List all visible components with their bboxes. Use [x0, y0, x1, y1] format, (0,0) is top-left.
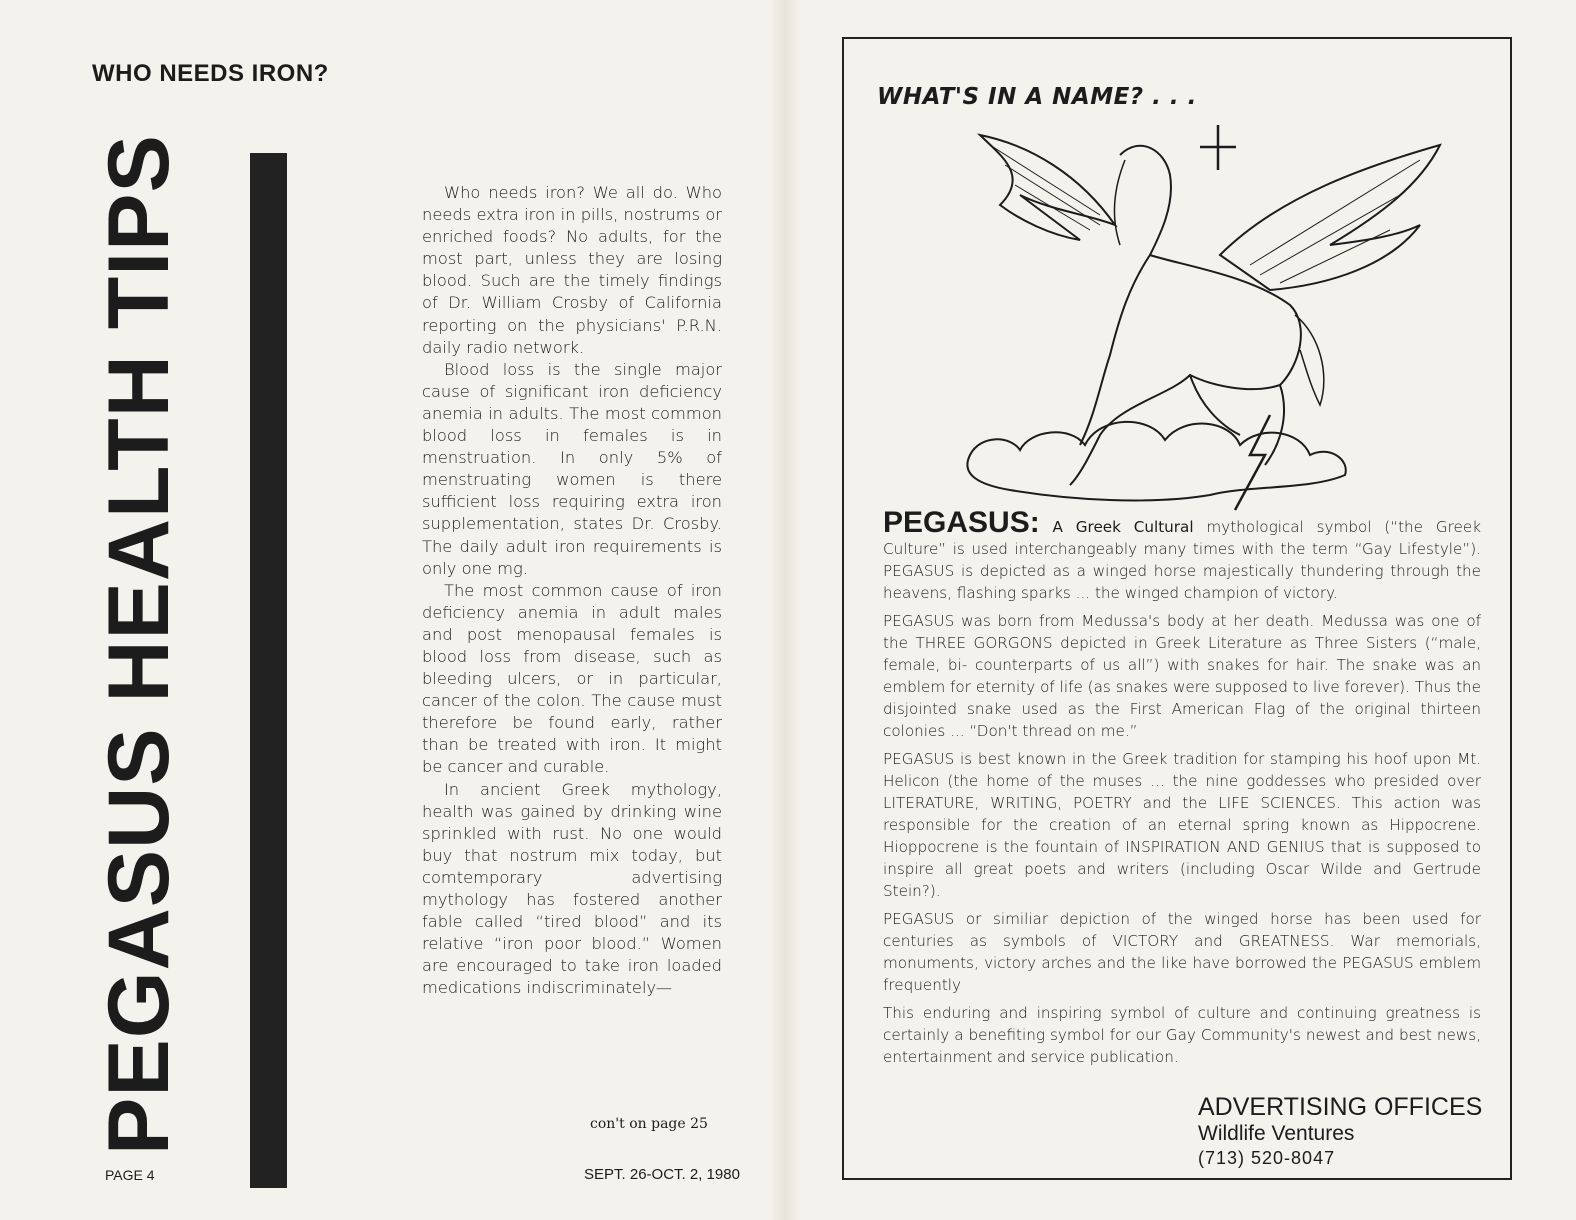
paragraph: PEGASUS was born from Medussa's body at her death. Medussa was one of the THREE GORGONS depicted in Greek Literature as Three Sisters (“male, female, bi- counterparts of us all”) with snakes for hair. The snake was an emblem for eternity of life (as snakes were supposed to live forever). Thus the disjointed snake used as the First American Flag of the original thirteen colonies ... “Don't thread on me.” — [883, 612, 1481, 740]
lead-word: PEGASUS: — [883, 506, 1040, 539]
page-number: PAGE 4 — [105, 1167, 155, 1183]
clouds — [967, 422, 1345, 501]
right-wing — [1220, 145, 1440, 290]
pegasus-illustration — [950, 115, 1495, 525]
advertising-contact — [1198, 1093, 1482, 1169]
ad-phone: (713) 520-8047 — [1198, 1148, 1336, 1168]
continued-note: con't on page 25 — [590, 1116, 708, 1132]
feature-body — [883, 506, 1482, 1074]
left-wing — [980, 135, 1115, 240]
paragraph: This enduring and inspiring symbol of culture and continuing greatness is certainly a benefiting symbol for our Gay Community's newest and best news, entertainment and service publication. — [883, 1004, 1481, 1066]
paragraph: Who needs iron? We all do. Who needs extra iron in pills, nostrums or enriched foods? No adults, for the most part, unless they are losing blood. Such are the timely findings of Dr. William Crosby of California reporting on the physicians' P.R.N. daily radio network. — [422, 183, 722, 357]
star-icon — [1200, 125, 1236, 170]
horse-body — [1070, 146, 1301, 485]
paragraph: PEGASUS or similiar depiction of the winged horse has been used for centuries as symbols of VICTORY and GREATNESS. War memorials, monuments, victory arches and the like have borrowed the PEGASUS emblem frequently — [883, 910, 1481, 994]
lead-bold: A Greek Cultural — [1052, 518, 1194, 536]
ad-company: Wildlife Ventures — [1198, 1122, 1355, 1145]
lead-paragraph — [883, 506, 1482, 604]
article-column — [422, 182, 722, 999]
lightning-icon — [1235, 415, 1270, 510]
black-divider-bar — [250, 153, 287, 1188]
lead-text: mythological symbol (“the Greek Culture” is used interchangeably many times with the term “Gay Lifestyle”). PEGASUS is depicted as a winged horse majestically thundering through the heavens, flashing sparks ... the winged champion of victory. — [883, 518, 1482, 602]
issue-date: SEPT. 26-OCT. 2, 1980 — [584, 1166, 740, 1183]
section-vertical-title: PEGASUS HEALTH TIPS — [91, 134, 187, 1155]
paragraph: In ancient Greek mythology, health was gained by drinking wine sprinkled with rust. No one would buy that nostrum mix today, but comtemporary advertising mythology has fostered another fable called “tired blood” and its relative “iron poor blood.” Women are encouraged to take iron loaded medications indiscriminately— — [422, 779, 722, 998]
paragraph: PEGASUS is best known in the Greek tradition for stamping his hoof upon Mt. Helicon (the home of the muses ... the nine goddesses who presided over LITERATURE, WRITING, POETRY and the LIFE SCIENCES. This action was responsible for the creation of an eternal spring known as Hippocrene. Hioppocrene is the fountain of INSPIRATION AND GENIUS that is supposed to inspire all great poets and writers (including Oscar Wilde and Gertrude Stein?). — [883, 750, 1481, 900]
paragraph: Blood loss is the single major cause of significant iron deficiency anemia in adults. The most common blood loss in females is in menstruation. In only 5% of menstruating women is there sufficient loss requiring extra iron supplementation, states Dr. Crosby. The daily adult iron requirements is only one mg. — [422, 359, 722, 578]
page-gutter — [770, 0, 800, 1220]
paragraph: The most common cause of iron deficiency anemia in adult males and post menopausal females is blood loss from disease, such as bleeding ulcers, or in particular, cancer of the colon. The cause must therefore be found early, rather than be treated with iron. It might be cancer and curable. — [422, 580, 722, 777]
horse-tail — [1295, 315, 1324, 405]
ad-heading: ADVERTISING OFFICES — [1198, 1093, 1483, 1121]
article-title: WHO NEEDS IRON? — [92, 60, 329, 87]
feature-title: WHAT'S IN A NAME? . . . — [877, 84, 1197, 110]
